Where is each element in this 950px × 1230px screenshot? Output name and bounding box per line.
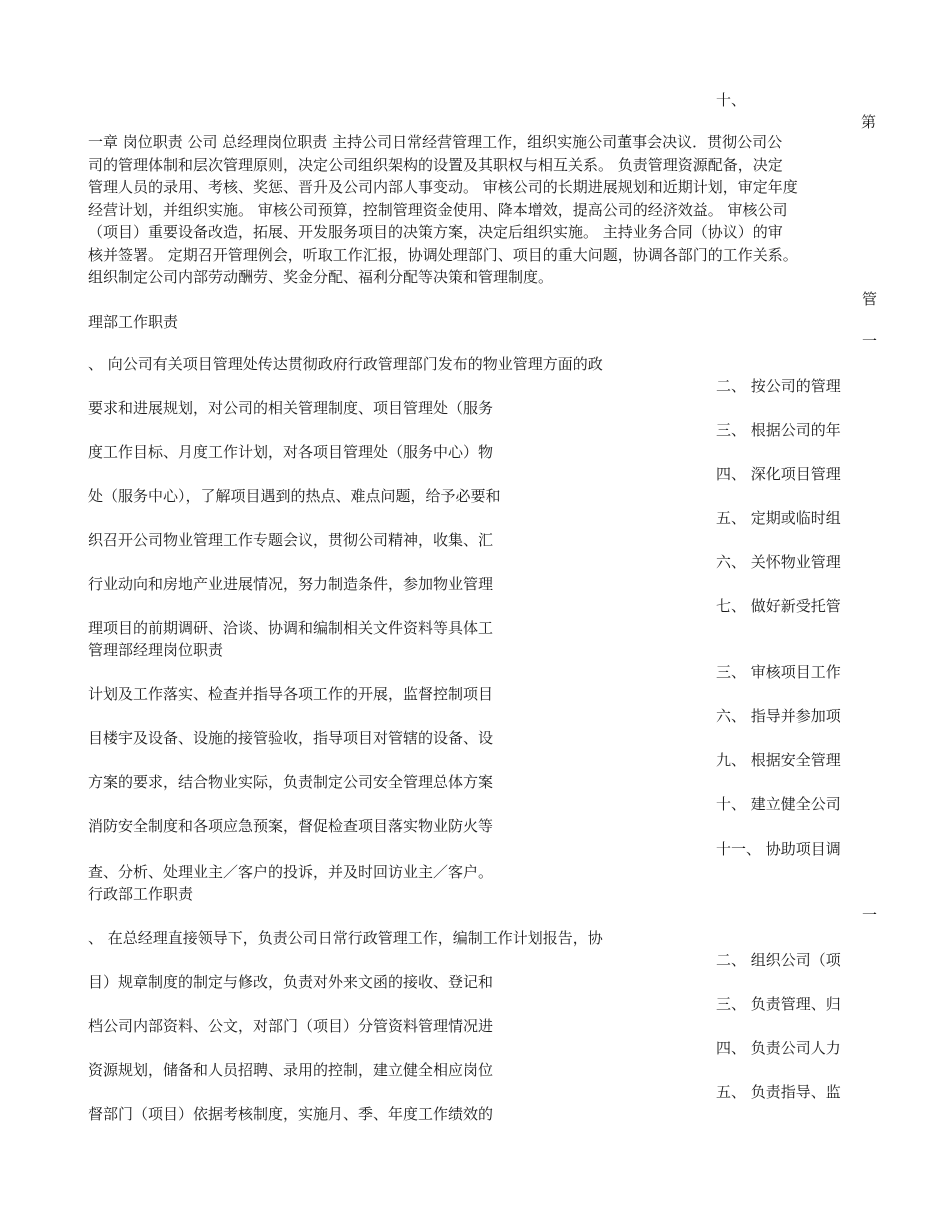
section1-right-item: 五、 定期或临时组 bbox=[716, 509, 841, 527]
section1-right-item: 六、 关怀物业管理 bbox=[716, 553, 841, 571]
section1-line: 、 向公司有关项目管理处传达贯彻政府行政管理部门发布的物业管理方面的政 bbox=[88, 355, 603, 373]
intro-line: 组织制定公司内部劳动酬劳、奖金分配、福利分配等决策和管理制度。 bbox=[88, 268, 554, 286]
section1-title: 理部工作职责 bbox=[88, 313, 179, 331]
section1-line: 织召开公司物业管理工作专题会议，贯彻公司精神，收集、汇 bbox=[88, 531, 494, 549]
section3-right-item: 三、 负责管理、归 bbox=[716, 995, 841, 1013]
section2-line: 查、分析、处理业主／客户的投诉，并及时回访业主／客户。 bbox=[88, 863, 494, 881]
section3-line: 资源规划，储备和人员招聘、录用的控制，建立健全相应岗位 bbox=[88, 1061, 494, 1079]
section2-line: 计划及工作落实、检查并指导各项工作的开展，监督控制项目 bbox=[88, 685, 494, 703]
section1-line: 处（服务中心），了解项目遇到的热点、难点问题，给予必要和 bbox=[88, 487, 501, 505]
top-marker-di: 第 bbox=[861, 113, 877, 131]
section2-right-item: 十一、 协助项目调 bbox=[716, 840, 841, 858]
intro-line: 核并签署。 定期召开管理例会，听取工作汇报，协调处理部门、项目的重大问题，协调各部门的工作关系。 bbox=[88, 245, 798, 264]
section3-right-item: 四、 负责公司人力 bbox=[716, 1039, 841, 1057]
intro-line: 经营计划，并组织实施。 审核公司预算，控制管理资金使用、降本增效，提高公司的经济效益。 审核公司 bbox=[88, 200, 788, 219]
intro-paragraph bbox=[88, 131, 863, 289]
section2-line: 目楼宇及设备、设施的接管验收，指导项目对管辖的设备、设 bbox=[88, 729, 494, 747]
section1-dash: 一 bbox=[862, 332, 878, 350]
intro-line: 司的管理体制和层次管理原则，决定公司组织架构的设置及其职权与相互关系。 负责管理资源配备，决定 bbox=[88, 155, 783, 174]
section2-right-item: 六、 指导并参加项 bbox=[716, 707, 841, 725]
section2-line: 消防安全制度和各项应急预案，督促检查项目落实物业防火等 bbox=[88, 817, 494, 835]
section3-line: 档公司内部资料、公文，对部门（项目）分管资料管理情况进 bbox=[88, 1017, 494, 1035]
section3-line: 目）规章制度的制定与修改，负责对外来文函的接收、登记和 bbox=[88, 973, 494, 991]
section1-line: 度工作目标、月度工作计划，对各项目管理处（服务中心）物 bbox=[88, 443, 494, 461]
section1-marker: 管 bbox=[862, 290, 878, 308]
section2-right-item: 九、 根据安全管理 bbox=[716, 751, 841, 769]
section1-right-item: 四、 深化项目管理 bbox=[716, 465, 841, 483]
section1-line: 要求和进展规划，对公司的相关管理制度、项目管理处（服务 bbox=[88, 399, 494, 417]
section3-line: 、 在总经理直接领导下，负责公司日常行政管理工作，编制工作计划报告，协 bbox=[88, 929, 603, 947]
intro-line: 管理人员的录用、考核、奖惩、晋升及公司内部人事变动。 审核公司的长期进展规划和近期计划，审定年度 bbox=[88, 178, 798, 196]
section2-line: 方案的要求，结合物业实际，负责制定公司安全管理总体方案 bbox=[88, 773, 494, 791]
section3-right-item: 二、 组织公司（项 bbox=[716, 951, 841, 969]
section1-right-item: 七、 做好新受托管 bbox=[716, 597, 841, 615]
section3-right-item: 五、 负责指导、监 bbox=[716, 1083, 841, 1101]
intro-line: （项目）重要设备改造，拓展、开发服务项目的决策方案，决定后组织实施。 主持业务合同（协议）的审 bbox=[88, 223, 783, 241]
section3-title: 行政部工作职责 bbox=[88, 885, 194, 903]
section2-right-item: 十、 建立健全公司 bbox=[716, 795, 841, 813]
section1-right-item: 三、 根据公司的年 bbox=[716, 421, 841, 439]
section3-line: 督部门（项目）依据考核制度，实施月、季、年度工作绩效的 bbox=[88, 1105, 494, 1123]
section1-line: 理项目的前期调研、洽谈、协调和编制相关文件资料等具体工 bbox=[88, 619, 494, 637]
section3-dash: 一 bbox=[862, 906, 878, 924]
top-marker-ten: 十、 bbox=[716, 91, 747, 109]
intro-line: 一章 岗位职责 公司 总经理岗位职责 主持公司日常经营管理工作，组织实施公司董事会决议．贯彻公司公 bbox=[88, 133, 783, 151]
section2-right-item: 三、 审核项目工作 bbox=[716, 663, 841, 681]
section1-line: 行业动向和房地产业进展情况，努力制造条件，参加物业管理 bbox=[88, 575, 494, 593]
section2-title: 管理部经理岗位职责 bbox=[88, 641, 224, 659]
section1-right-item: 二、 按公司的管理 bbox=[716, 377, 841, 395]
